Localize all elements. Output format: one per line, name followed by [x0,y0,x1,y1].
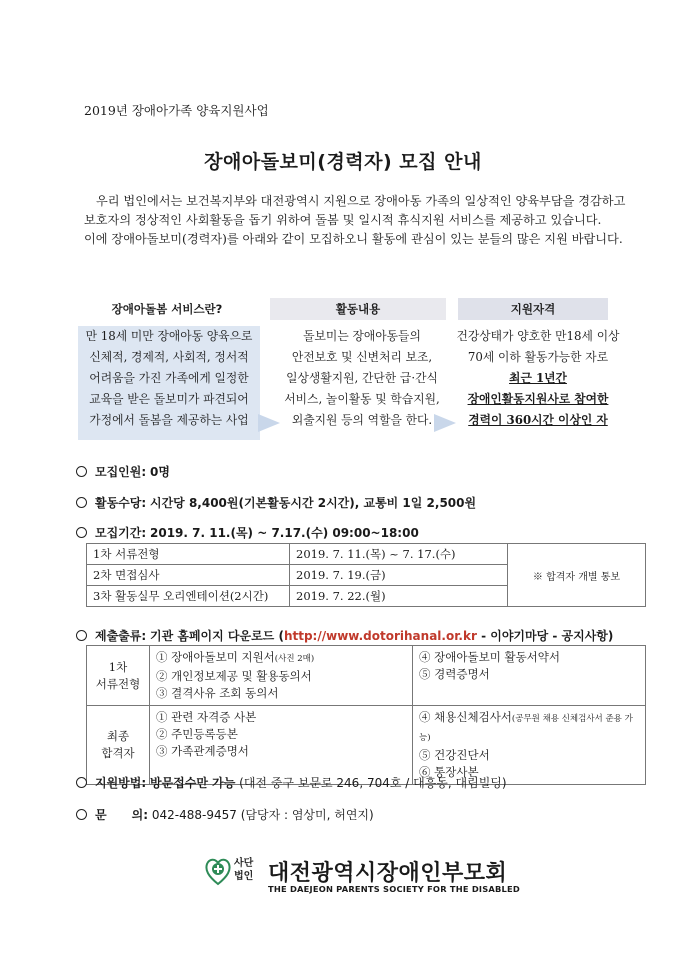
card-line: 외출지원 등의 역할을 한다. [291,413,433,427]
card-line-emphasis: 최근 1년간 [509,371,567,385]
bullet-circle-icon [76,497,87,508]
card-heading-qualification: 지원자격 [458,298,608,320]
project-line: 2019년 장애아가족 양육지원사업 [84,103,269,118]
doc-item: ⑤ 경력증명서 [419,667,490,681]
card-line-emphasis: 경력이 360시간 이상인 자 [468,413,608,427]
card-line: 만 18세 미만 장애아동 양육으로 [85,329,253,343]
schedule-date: 2019. 7. 22.(월) [290,586,508,607]
doc-item: ② 개인정보제공 및 활용동의서 [156,669,312,683]
doc-item: ① 관련 자격증 사본 [156,710,257,724]
recruit-count: 모집인원: 0명 [76,463,170,480]
org-name-korean: 대전광역시장애인부모회 [268,861,508,886]
card-qualification [448,326,628,440]
card-line: 어려움을 가진 가족에게 일정한 [89,371,249,385]
doc-item: ④ 장애아돌보미 활동서약서 [419,650,561,664]
intro-line: 이에 장애아돌보미(경력자)를 아래와 같이 모집하오니 활동에 관심이 있는 분들의 많은 지원 바랍니다. [84,232,623,246]
arrow-right-icon [258,414,280,432]
bullet-circle-icon [76,809,87,820]
card-activity [282,326,442,440]
table-row [87,544,646,565]
schedule-step: 1차 서류전형 [87,544,290,565]
card-line: 돌보미는 장애아동들의 [303,329,421,343]
schedule-step: 3차 활동실무 오리엔테이션(2시간) [87,586,290,607]
card-heading-service: 장애아돌봄 서비스란? [111,302,223,316]
card-line: 교육을 받은 돌보미가 파견되어 [89,392,249,406]
bullet-circle-icon [76,466,87,477]
bullet-circle-icon [76,527,87,538]
card-line-emphasis: 장애인활동지원사로 참여한 [467,392,609,406]
method-info: 지원방법: 방문접수만 가능 (대전 중구 보문로 246, 704호 / 대흥동, 대림빌딩) [76,774,507,791]
org-name-english: THE DAEJEON PARENTS SOCIETY FOR THE DISABLED [268,884,520,894]
table-row [87,646,646,706]
pay-info: 활동수당: 시간당 8,400원(기본활동시간 2시간), 교통비 1일 2,500원 [76,494,476,511]
doc-item: ③ 가족관계증명서 [156,744,249,758]
schedule-date: 2019. 7. 19.(금) [290,565,508,586]
bullet-circle-icon [76,630,87,641]
doc-item: ① 장애아돌보미 지원서(사진 2매) [156,650,315,664]
schedule-table [86,543,646,607]
page-title: 장애아돌보미(경력자) 모집 안내 [204,151,482,173]
card-line: 건강상태가 양호한 만18세 이상 [456,329,620,343]
submission-info: 제출출류: 기관 홈페이지 다운로드 (http://www.dotorihanal.or.kr - 이야기마당 - 공지사항) [76,627,613,644]
period-info: 모집기간: 2019. 7. 11.(목) ~ 7.17.(수) 09:00~18:00 [76,524,419,541]
schedule-note: ※ 합격자 개별 통보 [508,544,646,607]
docs-stage-label: 1차 서류전형 [87,646,150,706]
intro-paragraph [84,192,664,249]
bullet-circle-icon [76,777,87,788]
card-line: 서비스, 놀이활동 및 학습지원, [284,392,440,406]
doc-item: ③ 결격사유 조회 동의서 [156,686,279,700]
documents-table [86,645,646,785]
intro-line: 우리 법인에서는 보건복지부와 대전광역시 지원으로 장애아동 가족의 일상적인 양육부담을 경감하고 [96,194,626,208]
intro-line: 보호자의 정상적인 사회활동을 돕기 위하여 돌봄 및 일시적 휴식지원 서비스를 제공하고 있습니다. [84,213,602,227]
card-line: 가정에서 돌봄을 제공하는 사업 [89,413,249,427]
doc-item: ④ 채용신체검사서(공무원 채용 신체검사서 준용 가능) [419,710,633,743]
table-row [87,706,646,785]
corp-label: 사단 법인 [234,858,254,882]
card-line: 70세 이하 활동가능한 자로 [467,350,609,364]
docs-stage-label: 최종 합격자 [87,706,150,785]
doc-item: ② 주민등록등본 [156,727,238,741]
card-line: 안전보호 및 신변처리 보조, [291,350,433,364]
card-line: 일상생활지원, 간단한 급·간식 [286,371,438,385]
card-service [78,326,260,440]
contact-info: 문 의: 042-488-9457 (담당자 : 염상미, 허연지) [76,806,374,823]
homepage-link[interactable]: http://www.dotorihanal.or.kr [283,629,477,643]
schedule-step: 2차 면접심사 [87,565,290,586]
card-heading-activity: 활동내용 [270,298,446,320]
card-line: 신체적, 경제적, 사회적, 정서적 [89,350,249,364]
doc-item: ⑤ 건강진단서 [419,748,490,762]
schedule-date: 2019. 7. 11.(목) ~ 7. 17.(수) [290,544,508,565]
heart-logo-icon [205,856,231,886]
doc-item: ⑥ 통장사본 [419,765,479,779]
